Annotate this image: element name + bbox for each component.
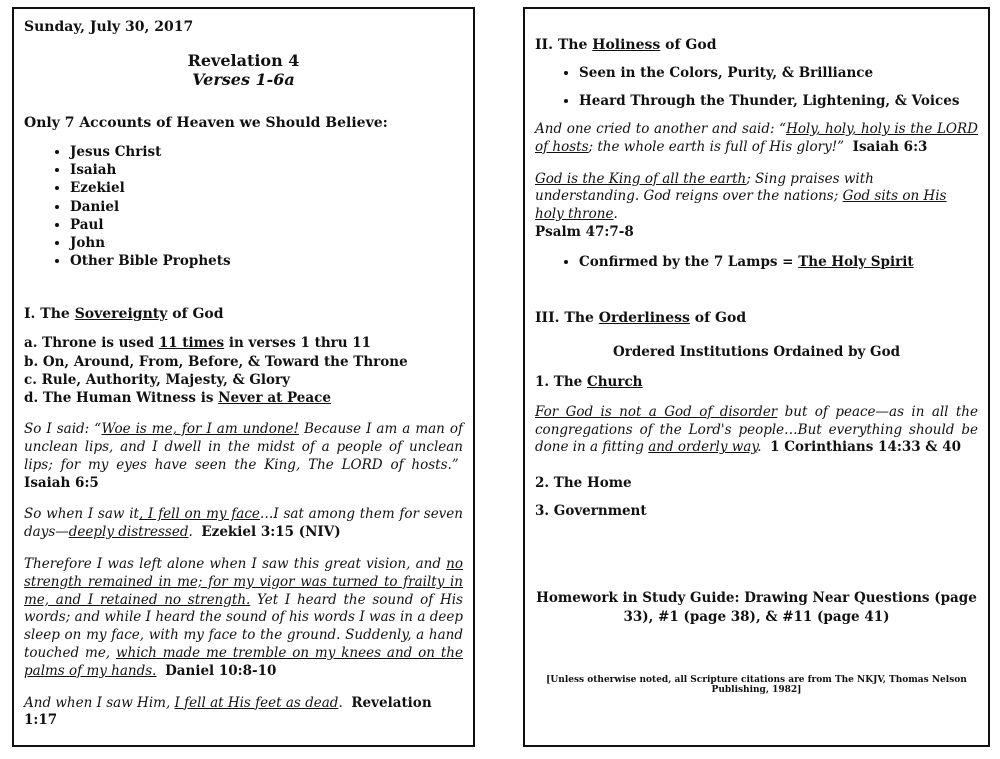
accounts-list [24,143,463,270]
footnote: [Unless otherwise noted, all Scripture citations are from The NKJV, Thomas Nelson Publishing, 1982] [546,675,967,696]
quote-text: …I sat among them for seven days— [24,506,463,541]
list-item: • Paul [70,216,463,234]
quote-text: So I said: “ [24,421,102,438]
point-text: c. Rule, Authority, Majesty, & Glory [24,371,291,388]
scripture-reference: Isaiah 6:3 [852,138,928,155]
heading-prefix: III. The [535,309,599,326]
quote-text: Therefore I was left alone when I saw this great vision, and [24,556,447,573]
list-item: • Ezekiel [70,179,463,197]
scripture-reference: Revelation 1:17 [24,694,432,729]
quote-text: . [757,439,762,456]
heading-key: Sovereignty [74,306,168,323]
point-text: b. On, Around, From, Before, & Toward the Throne [24,353,408,370]
point-underline: The Holy Spirit [798,253,914,270]
holiness-list [535,65,978,109]
heading-key: Holiness [592,37,661,53]
quote-text: And when I saw Him, [24,694,175,711]
heading-prefix: II. The [535,37,593,53]
list-item [579,254,978,270]
point-underline: Never at Peace [218,390,331,407]
list-item: • Isaiah [70,161,463,179]
quote-ezekiel-3-15 [24,506,463,542]
list-item [24,389,463,407]
list-item: • Daniel [70,198,463,216]
point-underline: 11 times [158,335,225,352]
quote-text: . [613,206,618,223]
sovereignty-points [24,334,463,407]
quote-underline: For God is not a God of disorder [535,403,778,420]
date: Sunday, July 30, 2017 [24,19,194,35]
quote-underline: which made me tremble on my knees and on the palms of my hands. [24,645,463,679]
quote-underline: Holy, holy, holy is the LORD of hosts [535,121,978,155]
quote-underline: God sits on His holy throne [535,188,947,223]
ordered-heading: Ordered Institutions Ordained by God [612,343,901,360]
quote-text: So when I saw it [24,506,139,523]
scripture-reference: Ezekiel 3:15 (NIV) [201,524,341,541]
right-page [523,7,990,747]
section-heading-orderliness [535,310,978,326]
quote-underline: I fell at His feet as dead [174,694,339,711]
institution-label: 1. The [535,373,587,390]
institution-home: 2. The Home [535,475,632,492]
institution-underline: Church [586,373,643,390]
quote-text: Because I am a man of unclean lips, and I dwell in the midst of a people of unclean lips; for my eyes have seen the King, The LORD of hosts.” [24,421,463,473]
quote-isaiah-6-5 [24,421,463,492]
confirmed-list [535,254,978,270]
scripture-reference: Isaiah 6:5 [24,474,99,491]
list-item [24,334,463,352]
quote-revelation-1-17 [24,695,463,731]
list-item: • Heard Through the Thunder, Lightening, & Voices [579,93,978,109]
list-item: • Jesus Christ [70,143,463,161]
scripture-reference: 1 Corinthians 14:33 & 40 [770,439,961,456]
section-heading-holiness [535,37,978,53]
scripture-reference: Psalm 47:7-8 [535,223,634,240]
quote-1-corinthians-14 [535,404,978,457]
point-text: Confirmed by the 7 Lamps = [579,253,799,270]
quote-text: . [188,524,193,541]
heading-suffix: of God [689,309,747,326]
institution-church [535,374,978,390]
title-verses: Verses 1-6a [192,70,295,89]
accounts-heading: Only 7 Accounts of Heaven we Should Believe: [24,115,388,131]
list-item: • John [70,234,463,252]
heading-key: Orderliness [598,309,690,326]
point-text: d. The Human Witness is [24,390,219,407]
institution-government: 3. Government [535,503,647,520]
quote-text: . [338,694,343,711]
left-page [12,7,475,747]
quote-underline: no strength remained in me; for my vigor was turned to frailty in me, and I retained no strength. [24,556,463,608]
heading-suffix: of God [167,306,224,323]
homework-note: Homework in Study Guide: Drawing Near Questions (page 33), #1 (page 38), & #11 (page 41) [536,590,977,626]
heading-suffix: of God [660,37,717,53]
list-item: • Other Bible Prophets [70,252,463,270]
page-title [24,51,463,89]
quote-underline: and orderly way [648,439,758,456]
list-item: • Seen in the Colors, Purity, & Brilliance [579,65,978,81]
quote-underline: God is the King of all the earth [535,170,747,187]
quote-psalm-47-7 [535,171,978,242]
list-item [24,371,463,389]
quote-daniel-10-8 [24,556,463,681]
quote-text: ; Sing praises with understanding. God reigns over the nations; [535,170,874,205]
quote-underline: deeply distressed [68,524,189,541]
point-text-end: in verses 1 thru 11 [224,335,372,352]
quote-underline: , I fell on my face [138,506,260,523]
quote-underline: Woe is me, for I am undone! [101,421,299,438]
list-item [24,353,463,371]
section-heading-sovereignty [24,306,463,322]
quote-text: but of peace—as in all the congregations of the Lord's people…But everything should be done in a fitting [535,403,978,456]
point-text: a. Throne is used [24,335,159,352]
quote-text: Yet I heard the sound of His words; and while I heard the sound of his words I was in a deep sleep on my face, with my face to the ground. Suddenly, a hand touched me, [24,591,463,661]
quote-isaiah-6-3 [535,121,978,157]
title-book: Revelation 4 [187,51,300,70]
quote-text: ; the whole earth is full of His glory!” [588,138,845,155]
heading-prefix: I. The [24,306,75,323]
quote-text: And one cried to another and said: “ [535,121,787,137]
scripture-reference: Daniel 10:8-10 [165,662,277,679]
